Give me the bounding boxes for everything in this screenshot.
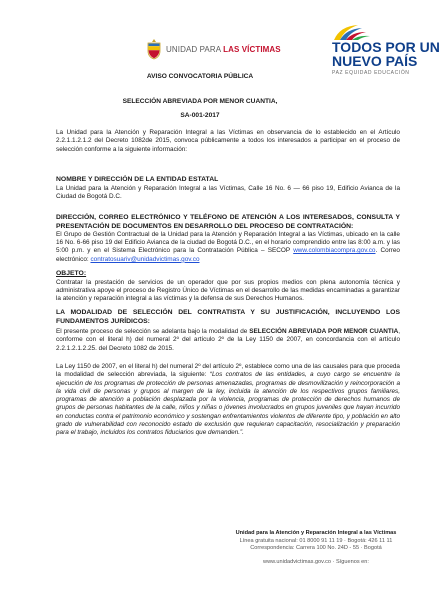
footer-website[interactable]: www.unidadvictimas.gov.co · Síguenos en:: [263, 558, 369, 565]
contact-email-link[interactable]: contratosuariv@unidadvictimas.gov.co: [90, 255, 200, 263]
logo-line-1: TODOS POR UN: [332, 39, 440, 55]
footer-entity-name: Unidad para la Atención y Reparación Integral a las Víctimas: [235, 530, 397, 536]
seleccion-title: SELECCIÓN ABREVIADA POR MENOR CUANTIA,: [122, 98, 278, 105]
objeto-heading: OBJETO:: [56, 270, 87, 278]
contacto-heading: DIRECCIÓN, CORREO ELECTRÓNICO Y TELÉFONO DE ATENCIÓN A LOS INTERESADOS, CONSULTA Y PRESENTACIÓN DE DOCUMENTOS EN DESARROLLO DEL PROCESO DE CONTRATACIÓN:: [56, 214, 400, 230]
aviso-title: AVISO CONVOCATORIA PÚBLICA: [146, 73, 254, 80]
logo-line-2: NUEVO PAÍS: [332, 53, 418, 69]
entidad-section: [56, 168, 400, 201]
objeto-text: Contratar la prestación de servicios de un operador que por sus propios medios con plena autonomía técnica y administrativa apoye el proceso de Registro Único de Víctimas en el desarrollo de las medidas encaminadas a garantizar la atención y reparación integral a las víctimas y la defensa de sus Derechos Humanos.: [56, 278, 400, 303]
ley-quote: “Los contratos de las entidades, a cuyo cargo se encuentre la ejecución de los programas de protección de personas amenazadas, programas de desmovilización y reincorporación a la vida civil de personas y grupos al margen de la ley, incluida la atención de los respectivos grupos familiares, programas de atención a población desplazada por la violencia, programas de protección de derechos humanos de grupos de personas habitantes de la calle, niños y niñas o jóvenes involucrados en grupos juveniles que hayan incurrido en conductas contra el patrimonio económico y sostengan enfrentamientos violentos de diferente tipo, y población en alto grado de vulnerabilidad con reconocido estado de exclusión que requieran capacitación, resocialización y preparación para el trabajo, incluidos los contratos fiduciarios que demanden.”.: [56, 371, 400, 437]
todos-por-un-nuevo-pais-logo: [332, 24, 440, 78]
secop-link[interactable]: www.colombiacompra.gov.co: [293, 247, 376, 255]
modalidad-heading-block: [56, 301, 400, 326]
objeto-section: [56, 262, 400, 303]
footer-phone: Línea gratuita nacional: 01 8000 91 11 19 · Bogotá: 426 11 11: [239, 537, 393, 544]
email-label: . Correo electrónico:: [56, 247, 400, 263]
colombia-coat-of-arms-icon: [146, 38, 162, 60]
contacto-text: El Grupo de Gestión Contractual de la Unidad para la Atención y Reparación Integral a las Víctimas, ubicado en la calle 16 No. 6-66 piso 19 del Edificio Avianca de la ciudad de Bogotá D.C., en el horario comprendido entre las 8:00 a.m. y las 5:00 p.m. y en el Sistema Electrónico para la Contratación Pública – SECOP: [56, 230, 400, 255]
modalidad-paragraph-2: La Ley 1150 de 2007, en el literal h) del numeral 2º del artículo 2º, establece como una de las causales para que proceda la modalidad de selección abreviada, la siguiente: “Los contratos de las entidades, a cuyo cargo se encuentre la ejecución de los programas de protección de personas amenazadas, programas de desmovilización y reincorporación a la vida civil de personas y grupos al margen de la ley, incluida la atención de los respectivos grupos familiares, programas de atención a población desplazada por la violencia, programas de protección de derechos humanos de grupos de personas habitantes de la calle, niños y niñas o jóvenes involucrados en grupos juveniles que hayan incurrido en conductas contra el patrimonio económico y sostengan enfrentamientos violentos de diferente tipo, y población en alto grado de vulnerabilidad con reconocido estado de exclusión que requieran capacitación, resocialización y preparación para el trabajo, incluidos los contratos fiduciarios que demanden.”.: [56, 363, 400, 437]
intro-paragraph: La Unidad para la Atención y Reparación Integral a las Víctimas en observancia de lo establecido en el Artículo 2.2.1.1.2.1.2 del Decreto 1082de 2015, convoca públicamente a todos los interesados a participar en el proceso de selección conforme a la siguiente información:: [56, 129, 400, 153]
entidad-heading: NOMBRE Y DIRECCIÓN DE LA ENTIDAD ESTATAL: [56, 176, 219, 184]
footer-address: Correspondencia: Carrera 100 No. 24D - 55 · Bogotá: [250, 545, 382, 551]
footer: [232, 530, 400, 566]
unidad-victimas-logo-text: UNIDAD PARA LAS VÍCTIMAS: [166, 44, 281, 54]
entidad-text: La Unidad para la Atención y Reparación Integral a las Víctimas, Calle 16 No. 6 — 66 piso 19, Edificio Avianca de la Ciudad de Bogotá D.C.: [56, 184, 400, 200]
modalidad-heading: LA MODALIDAD DE SELECCIÓN DEL CONTRATISTA Y SU JUSTIFICACIÓN, INCLUYENDO LOS FUNDAMENTOS JURÍDICOS:: [56, 309, 400, 325]
modalidad-emphasis: SELECCIÓN ABREVIADA POR MENOR CUANTIA: [249, 328, 399, 335]
logo-tagline: PAZ EQUIDAD EDUCACIÓN: [332, 70, 410, 76]
unidad-victimas-logo: [146, 38, 281, 60]
process-number: SA-001-2017: [180, 112, 220, 119]
contacto-section: [56, 206, 400, 264]
modalidad-paragraph-1: El presente proceso de selección se adelanta bajo la modalidad de SELECCIÓN ABREVIADA POR MENOR CUANTIA, conforme con el literal h) del numeral 2º del artículo 2º de la Ley 1150 de 2007, en concordancia con el artículo 2.2.1.2.1.2.25. del Decreto 1082 de 2015.: [56, 328, 400, 352]
